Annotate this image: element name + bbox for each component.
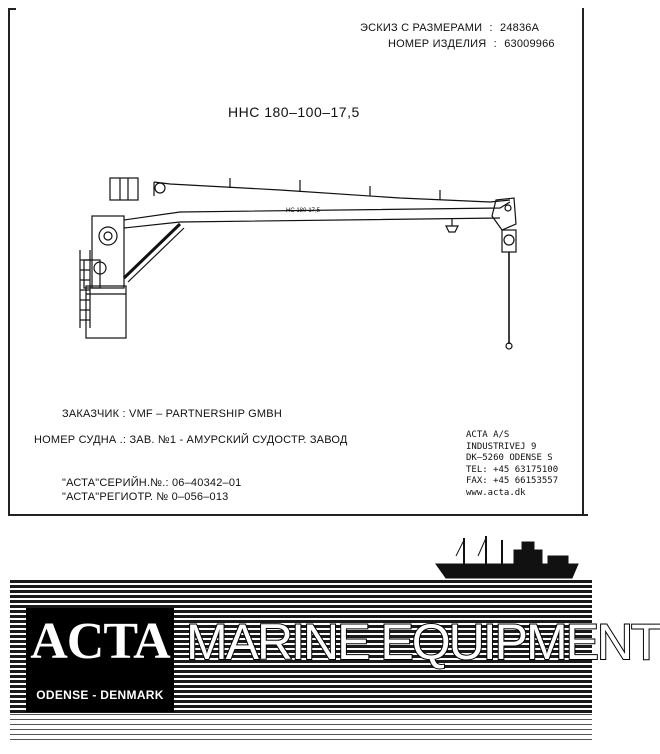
boom-label: НС 180-17,5: [286, 208, 321, 214]
crane-drawing: [70, 168, 530, 358]
vessel-label: НОМЕР СУДНА .:: [34, 434, 127, 446]
customer-line: [62, 408, 282, 420]
serial-line: [62, 477, 241, 489]
serial-value: 06–40342–01: [171, 477, 242, 489]
banner-stripes-fade: [10, 714, 592, 742]
product-label: НОМЕР ИЗДЕЛИЯ: [388, 38, 487, 50]
logo-wordmark: ACTA: [30, 613, 170, 670]
address-line: DK–5260 ODENSE S: [466, 453, 553, 463]
drawing-title: ННС 180–100–17,5: [228, 104, 360, 120]
product-number: НОМЕР ИЗДЕЛИЯ : 63009966: [388, 38, 555, 50]
company-address: [466, 430, 558, 499]
sketch-label: ЭСКИЗ С РАЗМЕРАМИ: [360, 22, 483, 34]
register-label: "АСТА"РЕГИОТР. №: [62, 491, 169, 503]
address-line: TEL: +45 63175100: [466, 464, 559, 475]
vessel-line: [34, 434, 348, 446]
customer-label: ЗАКАЗЧИК :: [62, 408, 126, 420]
ship-icon: [432, 534, 582, 582]
register-value: 0–056–013: [171, 491, 229, 503]
customer-value: VMF – PARTNERSHIP GMBH: [129, 408, 282, 420]
address-line: FAX: +45 66153557: [466, 476, 559, 486]
brand-tagline: MARINE EQUIPMENT: [186, 614, 660, 670]
product-value: 63009966: [504, 38, 555, 50]
sketch-number: ЭСКИЗ С РАЗМЕРАМИ : 24836A: [360, 22, 540, 34]
address-line: ACTA A/S: [466, 430, 510, 440]
address-line: www.acta.dk: [466, 487, 526, 498]
address-line: INDUSTRIVEJ 9: [466, 441, 537, 452]
drawing-frame-right-edge: [582, 8, 584, 516]
vessel-value: ЗАВ. №1 - АМУРСКИЙ СУДОСТР. ЗАВОД: [129, 434, 348, 446]
register-line: [62, 491, 228, 503]
logo-location: ODENSE - DENMARK: [36, 688, 164, 702]
acta-logo: [26, 608, 174, 712]
sketch-value: 24836A: [500, 22, 540, 34]
serial-label: "АСТА"СЕРИЙН.№.:: [62, 477, 169, 489]
